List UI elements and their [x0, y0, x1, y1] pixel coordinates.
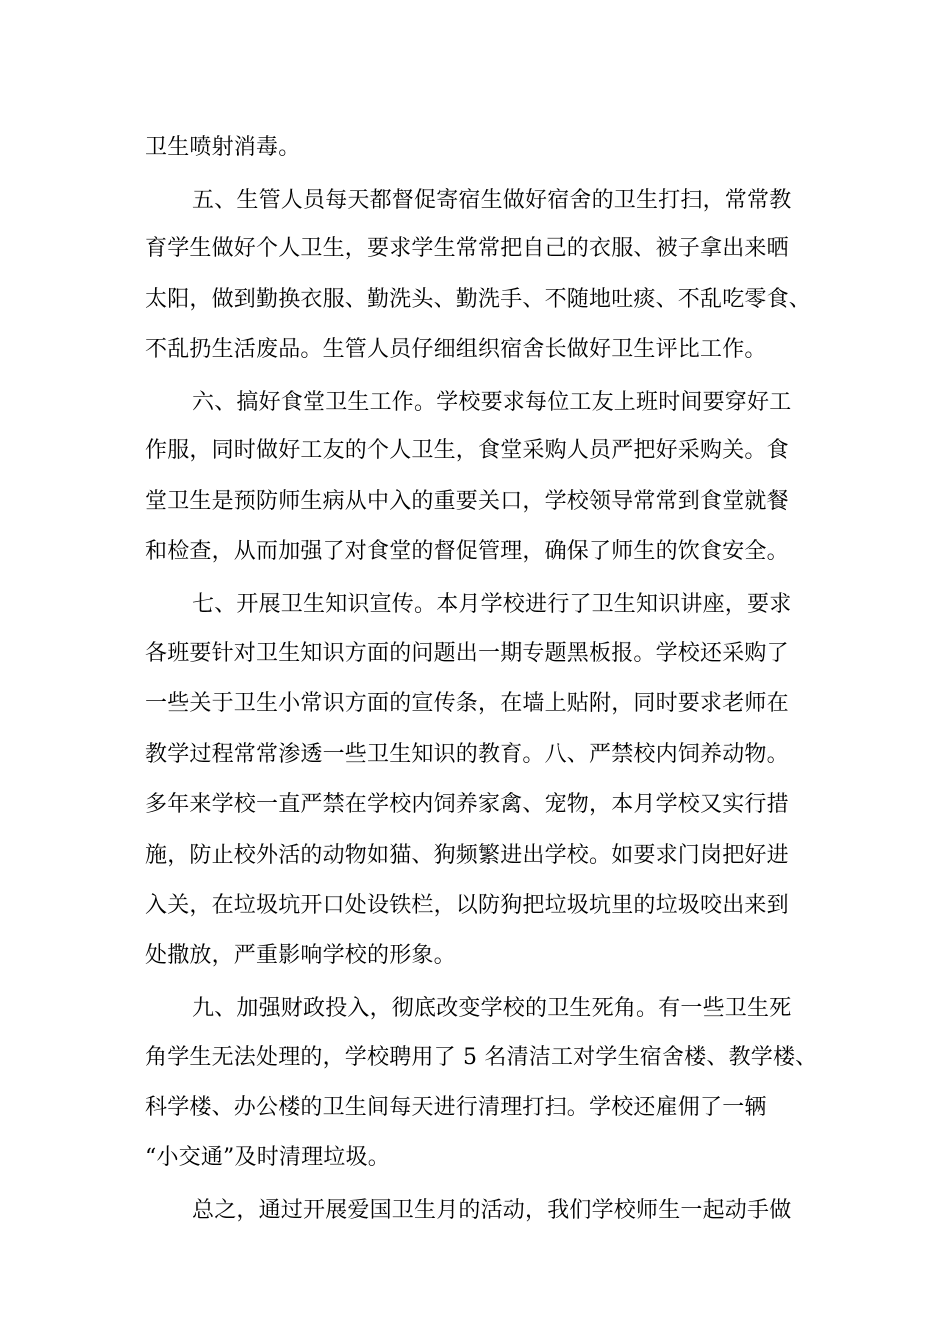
text-line: 多年来学校一直严禁在学校内饲养家禽、宠物，本月学校又实行措 — [145, 792, 789, 817]
text-line: 施，防止校外活的动物如猫、狗频繁进出学校。如要求门岗把好进 — [145, 843, 789, 868]
text-line: 不乱扔生活废品。生管人员仔细组织宿舍长做好卫生评比工作。 — [145, 337, 767, 362]
text-line: 堂卫生是预防师生病从中入的重要关口，学校领导常常到食堂就餐 — [145, 489, 789, 514]
text-line: 和检查，从而加强了对食堂的督促管理，确保了师生的饮食安全。 — [145, 539, 789, 564]
text-line: 入关，在垃圾坑开口处设铁栏，以防狗把垃圾坑里的垃圾咬出来到 — [145, 893, 789, 918]
paragraph-7-start: 七、开展卫生知识宣传。本月学校进行了卫生知识讲座，要求 — [192, 592, 792, 617]
text-line: 作服，同时做好工友的个人卫生，食堂采购人员严把好采购关。食 — [145, 438, 789, 463]
paragraph-6-start: 六、搞好食堂卫生工作。学校要求每位工友上班时间要穿好工 — [192, 390, 792, 415]
text-line: 一些关于卫生小常识方面的宣传条，在墙上贴附，同时要求老师在 — [145, 691, 789, 716]
text-line: 角学生无法处理的，学校聘用了 5 名清洁工对学生宿舍楼、教学楼、 — [145, 1045, 818, 1070]
text-line: 太阳，做到勤换衣服、勤洗头、勤洗手、不随地吐痰、不乱吃零食、 — [145, 287, 812, 312]
text-line: 教学过程常常渗透一些卫生知识的教育。八、严禁校内饲养动物。 — [145, 742, 789, 767]
paragraph-5-start: 五、生管人员每天都督促寄宿生做好宿舍的卫生打扫，常常教 — [192, 188, 792, 213]
text-line: 各班要针对卫生知识方面的问题出一期专题黑板报。学校还采购了 — [145, 641, 789, 666]
text-line: “小交通”及时清理垃圾。 — [145, 1145, 390, 1170]
text-line: 育学生做好个人卫生，要求学生常常把自己的衣服、被子拿出来晒 — [145, 236, 789, 261]
text-line: 科学楼、办公楼的卫生间每天进行清理打扫。学校还雇佣了一辆 — [145, 1095, 767, 1120]
text-line: 卫生喷射消毒。 — [145, 135, 301, 160]
paragraph-9-start: 九、加强财政投入，彻底改变学校的卫生死角。有一些卫生死 — [192, 996, 792, 1021]
text-line: 处撒放，严重影响学校的形象。 — [145, 943, 456, 968]
paragraph-summary-start: 总之，通过开展爱国卫生月的活动，我们学校师生一起动手做 — [192, 1198, 792, 1223]
